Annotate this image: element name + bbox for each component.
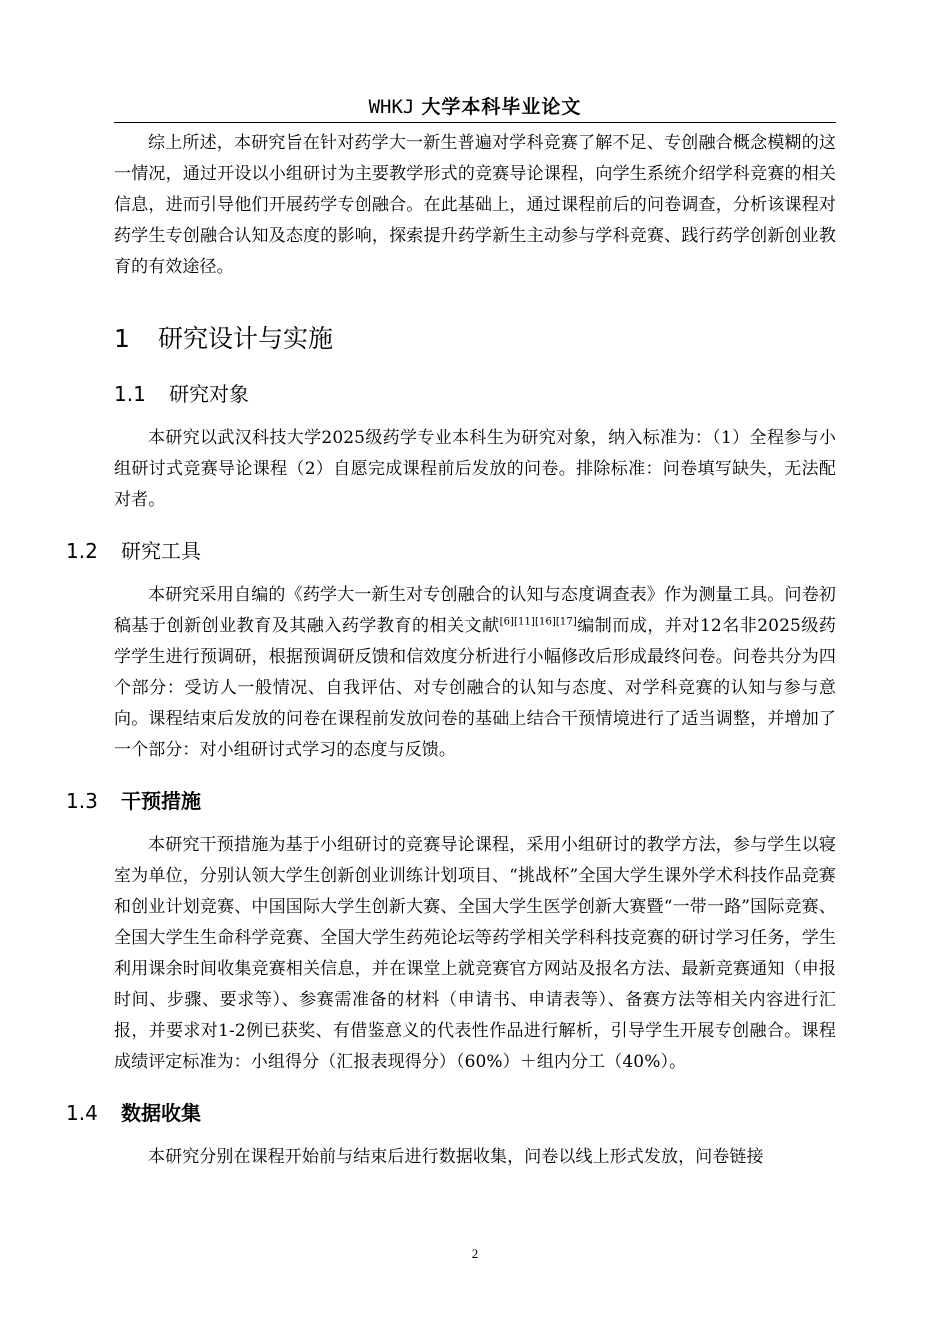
section-1-1-paragraph: 本研究以武汉科技大学2025级药学专业本科生为研究对象，纳入标准为：（1）全程参与小组研讨式竞赛导论课程（2）自愿完成课程前后发放的问卷。排除标准：问卷填写缺失，无法配对者。 [114,428,836,510]
section-1-3-paragraph: 本研究干预措施为基于小组研讨的竞赛导论课程，采用小组研讨的教学方法，参与学生以寝室为单位，分别认领大学生创新创业训练计划项目、“挑战杯”全国大学生课外学术科技作品竞赛和创业计划竞赛、中国国际大学生创新大赛、全国大学生医学创新大赛暨“一带一路”国际竞赛、全国大学生生命科学竞赛、全国大学生药苑论坛等药学相关学科科技竞赛的研讨学习任务，学生利用课余时间收集竞赛相关信息，并在课堂上就竞赛官方网站及报名方法、最新竞赛通知（申报时间、步骤、要求等）、参赛需准备的材料（申请书、申请表等）、备赛方法等相关内容进行汇报，并要求对1-2例已获奖、有借鉴意义的代表性作品进行解析，引导学生开展专创融合。课程成绩评定标准为：小组得分（汇报表现得分）（60%）＋组内分工（40%）。 [114,835,836,1072]
header-university-code: WHKJ [368,96,415,118]
section-1-4-paragraph: 本研究分别在课程开始前与结束后进行数据收集，问卷以线上形式发放，问卷链接 [148,1147,764,1167]
section-1-title: 研究设计与实施 [158,324,334,353]
section-1-4-heading [66,1098,836,1128]
page-number: 2 [471,1246,479,1261]
section-1-4-title: 数据收集 [121,1101,201,1125]
section-1-2-text-before-ref: 本研究采用自编的《药学大一新生对专创融合的认知与态度调查表》作为测量工具。问卷初稿基于创新创业教育及其融入药学教育的相关文献 [114,585,836,636]
section-1-2-paragraph [114,580,836,766]
section-1-2-title: 研究工具 [121,539,201,563]
section-1-2-number: 1.2 [66,539,98,563]
section-1-2-text-after-ref: 编制而成，并对12名非2025级药学学生进行预调研，根据预调研反馈和信效度分析进行小幅修改后形成最终问卷。问卷共分为四个部分：受访人一般情况、自我评估、对专创融合的认知与态度、对学科竞赛的认知与参与意向。课程结束后发放的问卷在课程前发放问卷的基础上结合干预情境进行了适当调整，并增加了一个部分：对小组研讨式学习的态度与反馈。 [114,616,836,760]
section-1-3-number: 1.3 [66,789,98,813]
header-thesis-title: 大学本科毕业论文 [421,96,582,118]
section-1-3-heading [66,786,836,816]
section-1-3-title: 干预措施 [121,789,201,813]
section-1-4-number: 1.4 [66,1101,98,1125]
section-1-2-heading [66,536,836,566]
citation-refs: [6][11][16][17] [499,616,577,628]
page-content [66,128,836,1173]
section-1-1-title: 研究对象 [169,382,249,406]
section-1-1-number: 1.1 [114,382,146,406]
page-header [114,92,836,123]
section-1-number: 1 [114,324,130,353]
intro-paragraph: 综上所述，本研究旨在针对药学大一新生普遍对学科竞赛了解不足、专创融合概念模糊的这一情况，通过开设以小组研讨为主要教学形式的竞赛导论课程，向学生系统介绍学科竞赛的相关信息，进而引导他们开展药学专创融合。在此基础上，通过课程前后的问卷调查，分析该课程对药学生专创融合认知及态度的影响，探索提升药学新生主动参与学科竞赛、践行药学创新创业教育的有效途径。 [114,133,836,277]
section-1-1-heading [114,379,836,409]
section-1-heading [114,319,836,359]
